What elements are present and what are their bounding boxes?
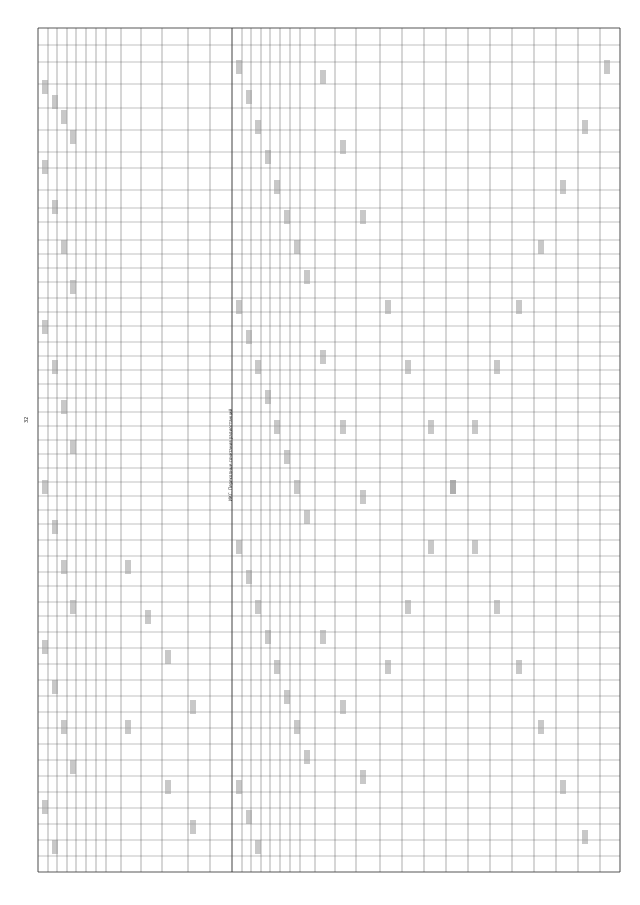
- illegible-cell-text: [450, 480, 456, 494]
- illegible-cell-text: [428, 540, 434, 554]
- illegible-cell-text: [560, 780, 566, 794]
- illegible-cell-text: [61, 720, 67, 734]
- illegible-cell-text: [255, 360, 261, 374]
- illegible-cell-text: [516, 660, 522, 674]
- illegible-cell-text: [236, 300, 242, 314]
- illegible-cell-text: [255, 840, 261, 854]
- illegible-cell-text: [236, 780, 242, 794]
- illegible-cell-text: [284, 210, 290, 224]
- illegible-cell-text: [320, 630, 326, 644]
- illegible-cell-text: [405, 360, 411, 374]
- illegible-cell-text: [340, 700, 346, 714]
- illegible-cell-text: [246, 330, 252, 344]
- illegible-cell-text: [360, 770, 366, 784]
- illegible-cell-text: [246, 810, 252, 824]
- illegible-cell-text: [255, 600, 261, 614]
- illegible-cell-text: [52, 95, 58, 109]
- illegible-cell-text: [385, 660, 391, 674]
- illegible-cell-text: [538, 720, 544, 734]
- illegible-cell-text: [52, 200, 58, 214]
- illegible-cell-text: [405, 600, 411, 614]
- illegible-cell-text: [236, 540, 242, 554]
- illegible-cell-text: [582, 120, 588, 134]
- illegible-cell-text: [304, 270, 310, 284]
- illegible-cell-text: [70, 440, 76, 454]
- page-number: 32: [24, 416, 30, 423]
- illegible-cell-text: [70, 130, 76, 144]
- illegible-cell-text: [516, 300, 522, 314]
- illegible-cell-text: [472, 540, 478, 554]
- illegible-cell-text: [125, 720, 131, 734]
- illegible-cell-text: [236, 60, 242, 74]
- illegible-cell-text: [360, 490, 366, 504]
- illegible-cell-text: [70, 280, 76, 294]
- illegible-cell-text: [61, 400, 67, 414]
- illegible-cell-text: [560, 180, 566, 194]
- table-cell-blocks: [42, 60, 610, 854]
- illegible-cell-text: [340, 140, 346, 154]
- illegible-cell-text: [145, 610, 151, 624]
- illegible-cell-text: [494, 360, 500, 374]
- illegible-cell-text: [42, 80, 48, 94]
- illegible-cell-text: [61, 110, 67, 124]
- illegible-cell-text: [538, 240, 544, 254]
- illegible-cell-text: [190, 700, 196, 714]
- illegible-cell-text: [494, 600, 500, 614]
- illegible-cell-text: [125, 560, 131, 574]
- illegible-cell-text: [294, 240, 300, 254]
- illegible-cell-text: [61, 240, 67, 254]
- illegible-cell-text: [70, 600, 76, 614]
- table-caption: ИКС. Переходные сочетания радиостанций: [228, 408, 233, 502]
- illegible-cell-text: [274, 660, 280, 674]
- illegible-cell-text: [385, 300, 391, 314]
- illegible-cell-text: [604, 60, 610, 74]
- illegible-cell-text: [255, 120, 261, 134]
- illegible-cell-text: [61, 560, 67, 574]
- illegible-cell-text: [52, 680, 58, 694]
- illegible-cell-text: [582, 830, 588, 844]
- illegible-cell-text: [360, 210, 366, 224]
- illegible-cell-text: [294, 480, 300, 494]
- illegible-cell-text: [42, 160, 48, 174]
- illegible-cell-text: [265, 390, 271, 404]
- illegible-cell-text: [42, 480, 48, 494]
- illegible-cell-text: [265, 630, 271, 644]
- illegible-cell-text: [70, 760, 76, 774]
- upper-table: [38, 28, 620, 872]
- illegible-cell-text: [52, 520, 58, 534]
- illegible-cell-text: [472, 420, 478, 434]
- illegible-cell-text: [165, 780, 171, 794]
- lower-table: [232, 28, 620, 872]
- illegible-cell-text: [165, 650, 171, 664]
- illegible-cell-text: [284, 450, 290, 464]
- illegible-cell-text: [304, 750, 310, 764]
- illegible-cell-text: [340, 420, 346, 434]
- illegible-cell-text: [52, 840, 58, 854]
- illegible-cell-text: [246, 90, 252, 104]
- illegible-cell-text: [42, 320, 48, 334]
- illegible-cell-text: [428, 420, 434, 434]
- illegible-cell-text: [190, 820, 196, 834]
- illegible-cell-text: [320, 70, 326, 84]
- illegible-cell-text: [274, 180, 280, 194]
- illegible-cell-text: [42, 800, 48, 814]
- illegible-cell-text: [246, 570, 252, 584]
- illegible-cell-text: [320, 350, 326, 364]
- illegible-cell-text: [304, 510, 310, 524]
- illegible-cell-text: [52, 360, 58, 374]
- illegible-cell-text: [274, 420, 280, 434]
- illegible-cell-text: [284, 690, 290, 704]
- illegible-cell-text: [42, 640, 48, 654]
- illegible-cell-text: [294, 720, 300, 734]
- illegible-cell-text: [265, 150, 271, 164]
